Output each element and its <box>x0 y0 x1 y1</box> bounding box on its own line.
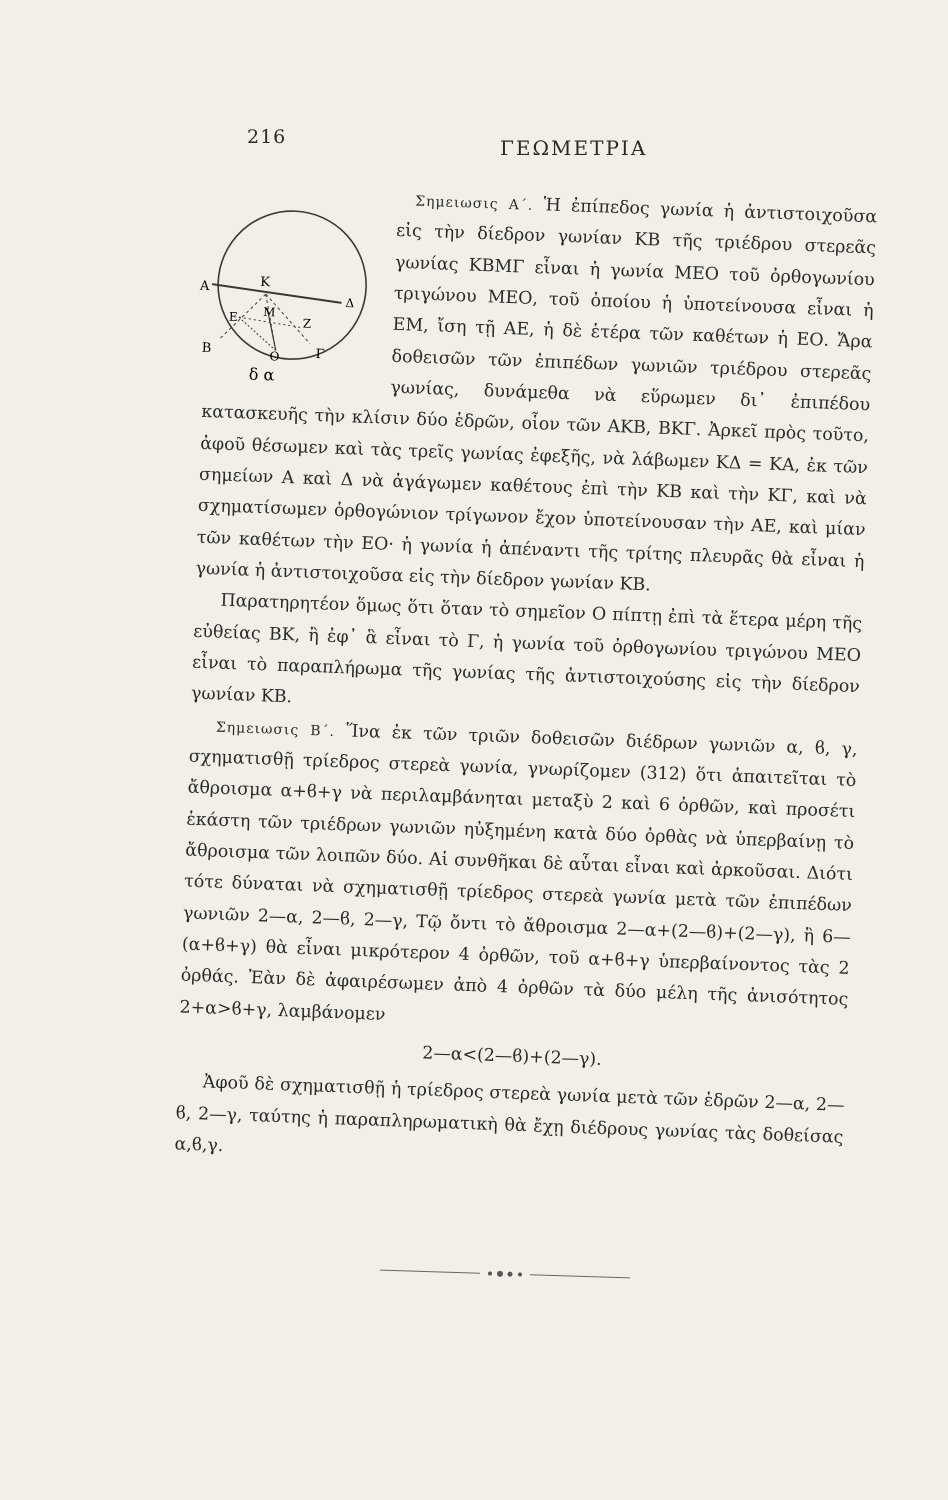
end-ornament <box>380 1260 631 1288</box>
ornament-dot <box>507 1272 512 1277</box>
page-number: 216 <box>247 126 287 148</box>
label-delta: Δ <box>345 296 355 311</box>
note-b-paragraph <box>179 710 858 1048</box>
ornament-dot <box>488 1271 492 1275</box>
running-title: ΓΕΩΜΕΤΡΙΑ <box>500 136 648 160</box>
note-b-text: Ἵνα ἐκ τῶν τριῶν δοθεισῶν διέδρων γωνιῶν α, ϐ, γ, σχηματισθῇ τρίεδρος στερεὰ γωνία, γνωρίζομεν (312) ὅτι ἀπαιτεῖται τὸ ἄθροισμα α+ϐ+γ νὰ περιλαμβάνηται μεταξὺ 2 καὶ 6 ὀρθῶν, καὶ προσέτι ἑκάστη τῶν τριέδρων γωνιῶν ηὐξημένη κατὰ δύο ὀρθὰς νὰ ὑπερβαίνῃ τὸ ἄθροισμα τῶν λοιπῶν δύο. Αἱ συνθῆκαι δὲ αὗται εἶναι καὶ ἀρκοῦσαι. Διότι τότε δύναται νὰ σχηματισθῇ τρίεδρος στερεὰ γωνία μετὰ τῶν ἐπιπέδων γωνιῶν 2—α, 2—ϐ, 2—γ, Τῷ ὄντι τὸ ἄθροισμα 2—α+(2—ϐ)+(2—γ), ἢ 6—(α+ϐ+γ) θὰ εἶναι μικρότερον 4 ὀρθῶν, τοῦ α+ϐ+γ ὑπερβαίνοντος τὰς 2 ὀρθάς. Ἐὰν δὲ ἀφαιρέσωμεν ἀπὸ 4 ὀρθῶν τὰ δύο μέλη τῆς ἀνισότητος 2+α>ϐ+γ, λαμβάνομεν <box>179 720 858 1025</box>
ornament-rule <box>380 1260 631 1288</box>
label-a: A <box>199 278 210 295</box>
geometry-figure <box>188 205 385 394</box>
note-b-heading: Σημειωσις Β΄. <box>215 719 336 740</box>
note-a-text: Ἡ ἐπίπεδος γωνία ἡ ἀντιστοιχοῦσα εἰς τὴν δίεδρον γωνίαν ΚΒ τῆς τριέδρου στερεᾶς γωνίας ΚΒΜΓ εἶναι ἡ γωνία ΜΕΟ τοῦ ὀρθογωνίου τριγώνου ΜΕΟ, τοῦ ὁποίου ἡ ὑποτείνουσα εἶναι ἡ ΕΜ, ἴση τῇ ΑΕ, ἡ δὲ ἑτέρα τῶν καθέτων ἡ ΕΟ. Ἄρα δοθεισῶν τῶν ἐπιπέδων γωνιῶν τριέδρου στερεᾶς γωνίας, δυνάμεθα νὰ εὕρωμεν δι᾽ ἐπιπέδου κατασκευῆς τὴν κλίσιν δύο ἑδρῶν, οἷον τῶν ΑΚΒ, ΒΚΓ. Ἀρκεῖ πρὸς τοῦτο, ἀφοῦ θέσωμεν καὶ τὰς τρεῖς γωνίας ἐφεξῆς, νὰ λάβωμεν ΚΔ = ΚΑ, ἐκ τῶν σημείων Α καὶ Δ νὰ ἀγάγωμεν καθέτους ἐπὶ τὴν ΚΒ καὶ τὴν ΚΓ, καὶ νὰ σχηματίσωμεν ὀρθογώνιον τρίγωνον ἔχον ὑποτείνουσαν τὴν ΑΕ, καὶ μίαν τῶν καθέτων τὴν ΕΟ· ἡ γωνία ἡ ἀπέναντι τῆς τρίτης πλευρᾶς θὰ εἶναι ἡ γωνία ἡ ἀντιστοιχοῦσα εἰς τὴν δίεδρον γωνίαν ΚΒ. <box>195 195 878 596</box>
ornament-line-right <box>530 1275 630 1278</box>
ornament-dot <box>518 1272 522 1276</box>
ornament-dot <box>497 1271 503 1277</box>
note-a-heading: Σημειωσις Α΄. <box>414 193 534 214</box>
body-text <box>174 178 878 1185</box>
note-a-continuation: Παρατηρητέον ὅμως ὅτι ὅταν τὸ σημεῖον Ο πίπτῃ ἐπὶ τὰ ἕτερα μέρη τῆς εὐθείας ΒΚ, ἢ ἐφ᾽ ἃ εἶναι τὸ Γ, ἡ γωνία τοῦ ὀρθογωνίου τριγώνου ΜΕΟ εἶναι τὸ παραπλήρωμα τῆς γωνίας τῆς ἀντιστοιχούσης εἰς τὴν δίεδρον γωνίαν ΚΒ. <box>190 590 863 708</box>
line-a-delta <box>212 284 342 303</box>
trihedral-angle-diagram <box>188 205 385 394</box>
label-o: O <box>269 349 280 364</box>
ornament-line-left <box>380 1270 480 1273</box>
closing-paragraph: Ἀφοῦ δὲ σχηματισθῇ ἡ τρίεδρος στερεὰ γωνία μετὰ τῶν ἑδρῶν 2—α, 2—ϐ, 2—γ, ταύτης ἡ παραπληρωματικὴ θὰ ἔχῃ διέδρους γωνίας τὰς δοθείσας α,ϐ,γ. <box>174 1072 845 1156</box>
label-b: B <box>201 340 212 357</box>
label-e: E <box>228 309 238 325</box>
label-m: M <box>262 305 276 320</box>
page-header <box>0 122 948 162</box>
line-k-b <box>220 293 266 341</box>
label-z: Z <box>302 316 312 331</box>
inequality-formula: 2—α<(2—ϐ)+(2—γ). <box>421 1043 603 1070</box>
line-e-o <box>238 317 277 350</box>
glyph-mark: δ α <box>248 364 275 385</box>
figure-circle <box>215 208 368 364</box>
label-k: K <box>259 274 271 291</box>
label-g: Γ <box>315 346 325 363</box>
